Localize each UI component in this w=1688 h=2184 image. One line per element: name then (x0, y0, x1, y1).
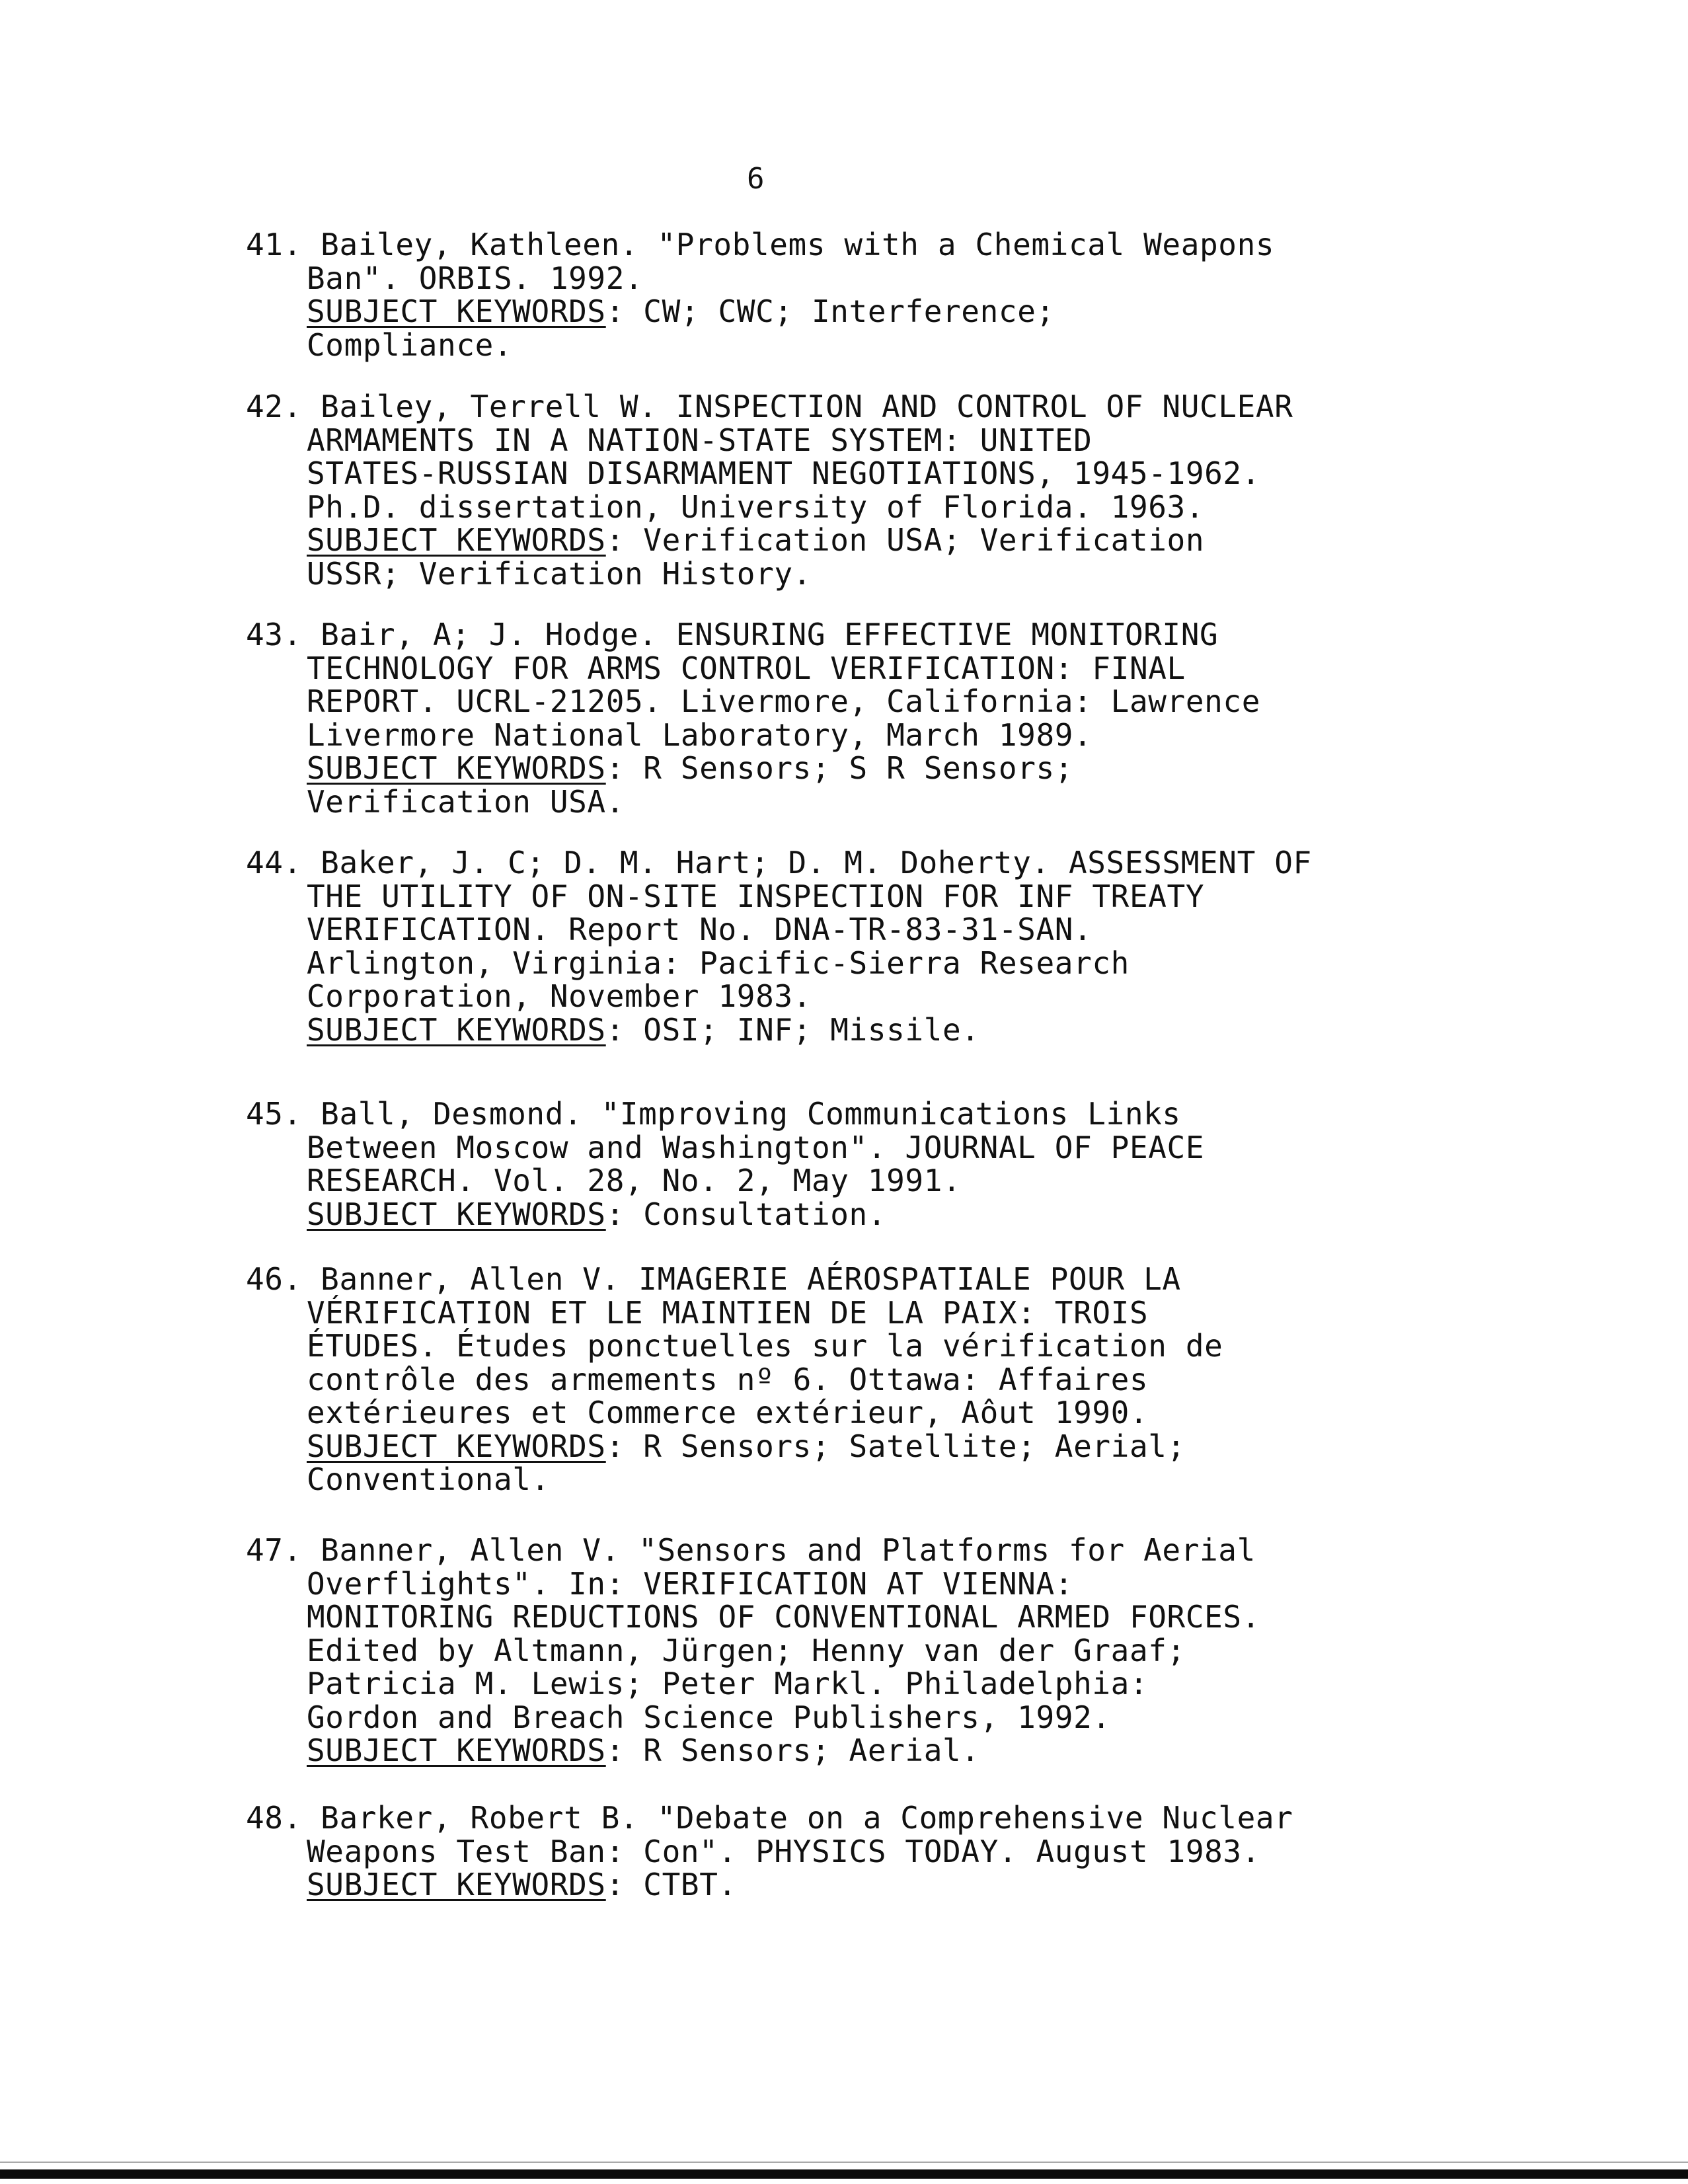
entry-line: ARMAMENTS IN A NATION-STATE SYSTEM: UNITED (307, 422, 1093, 458)
entry-line: extérieures et Commerce extérieur, Aôut 1990. (307, 1395, 1149, 1430)
subject-keywords-line (246, 1198, 1436, 1231)
subject-keywords-label: SUBJECT KEYWORDS (307, 522, 606, 558)
entry-line: VÉRIFICATION ET LE MAINTIEN DE LA PAIX: TROIS (307, 1294, 1149, 1331)
entry-first-line: 43. Bair, A; J. Hodge. ENSURING EFFECTIVE MONITORING (246, 617, 1219, 652)
entry-line: Ph.D. dissertation, University of Florida. 1963. (307, 488, 1205, 525)
entry-line: Weapons Test Ban: Con". PHYSICS TODAY. August 1983. (307, 1833, 1261, 1869)
subject-keywords-label: SUBJECT KEYWORDS (307, 1428, 606, 1464)
bibliography-entry (246, 390, 1436, 590)
bibliography-entry (246, 1534, 1436, 1768)
entry-first-line: 46. Banner, Allen V. IMAGERIE AÉROSPATIALE POUR LA (246, 1261, 1181, 1297)
subject-keywords-continued: USSR; Verification History. (307, 555, 812, 592)
entry-line: REPORT. UCRL-21205. Livermore, California: Lawrence (307, 683, 1261, 719)
subject-keywords-continued: Conventional. (307, 1462, 550, 1497)
subject-keywords-line (246, 1868, 1436, 1902)
subject-keywords-line (246, 295, 1436, 329)
entry-first-line: 47. Banner, Allen V. "Sensors and Platforms for Aerial (246, 1532, 1256, 1568)
subject-keywords-line (246, 524, 1436, 557)
entry-line: Livermore National Laboratory, March 1989. (307, 717, 1093, 753)
entry-line: Patricia M. Lewis; Peter Markl. Philadelphia: (307, 1666, 1149, 1701)
bibliography-entry (246, 1097, 1436, 1231)
subject-keywords-values: : Verification USA; Verification (605, 522, 1205, 558)
subject-keywords-label: SUBJECT KEYWORDS (307, 750, 606, 786)
entry-line: Gordon and Breach Science Publishers, 1992. (307, 1699, 1111, 1735)
entry-line: Arlington, Virginia: Pacific-Sierra Research (307, 945, 1130, 981)
entry-first-line: 42. Bailey, Terrell W. INSPECTION AND CONTROL OF NUCLEAR (246, 389, 1293, 424)
entry-line: Corporation, November 1983. (307, 978, 812, 1014)
entry-line: Overflights". In: VERIFICATION AT VIENNA: (307, 1565, 1074, 1602)
subject-keywords-line (246, 752, 1436, 785)
entry-first-line: 45. Ball, Desmond. "Improving Communications Links (246, 1096, 1181, 1132)
bibliography-entry (246, 846, 1436, 1046)
subject-keywords-label: SUBJECT KEYWORDS (307, 1011, 606, 1048)
subject-keywords-label: SUBJECT KEYWORDS (307, 1733, 606, 1768)
entry-line: TECHNOLOGY FOR ARMS CONTROL VERIFICATION: FINAL (307, 650, 1186, 686)
bibliography-entry (246, 1801, 1436, 1902)
subject-keywords-values: : R Sensors; Satellite; Aerial; (605, 1428, 1186, 1464)
page-number: 6 (747, 162, 765, 196)
entry-line: Between Moscow and Washington". JOURNAL OF PEACE (307, 1129, 1205, 1165)
entry-line: Edited by Altmann, Jürgen; Henny van der Graaf; (307, 1632, 1186, 1668)
entry-line: VERIFICATION. Report No. DNA-TR-83-31-SAN. (307, 912, 1093, 947)
entry-line: Ban". ORBIS. 1992. (307, 260, 644, 296)
scan-edge-line (0, 2162, 1688, 2163)
bibliography-entry (246, 618, 1436, 818)
subject-keywords-values: : Consultation. (605, 1196, 887, 1232)
subject-keywords-values: : CW; CWC; Interference; (605, 293, 1055, 329)
subject-keywords-label: SUBJECT KEYWORDS (307, 1196, 606, 1232)
page-bottom-border (0, 2169, 1688, 2179)
entry-line: contrôle des armements nº 6. Ottawa: Affaires (307, 1361, 1149, 1397)
subject-keywords-continued: Compliance. (307, 327, 513, 363)
subject-keywords-values: : R Sensors; Aerial. (605, 1733, 980, 1768)
subject-keywords-line (246, 1013, 1436, 1047)
subject-keywords-label: SUBJECT KEYWORDS (307, 293, 606, 329)
subject-keywords-continued: Verification USA. (307, 783, 625, 820)
bibliography-entry (246, 1263, 1436, 1497)
entry-line: STATES-RUSSIAN DISARMAMENT NEGOTIATIONS, 1945-1962. (307, 455, 1261, 491)
entry-first-line: 44. Baker, J. C; D. M. Hart; D. M. Doherty. ASSESSMENT OF (246, 845, 1312, 880)
entry-line: ÉTUDES. Études ponctuelles sur la vérification de (307, 1328, 1223, 1364)
subject-keywords-line (246, 1430, 1436, 1463)
entry-line: MONITORING REDUCTIONS OF CONVENTIONAL ARMED FORCES. (307, 1599, 1261, 1635)
entry-first-line: 48. Barker, Robert B. "Debate on a Comprehensive Nuclear (246, 1800, 1293, 1836)
subject-keywords-values: : OSI; INF; Missile. (605, 1011, 980, 1048)
bibliography-entry (246, 228, 1436, 362)
subject-keywords-label: SUBJECT KEYWORDS (307, 1867, 606, 1902)
subject-keywords-values: : CTBT. (605, 1867, 737, 1902)
entry-line: RESEARCH. Vol. 28, No. 2, May 1991. (307, 1163, 962, 1198)
subject-keywords-line (246, 1734, 1436, 1768)
subject-keywords-values: : R Sensors; S R Sensors; (605, 750, 1074, 786)
entry-line: THE UTILITY OF ON-SITE INSPECTION FOR INF TREATY (307, 878, 1205, 914)
entry-first-line: 41. Bailey, Kathleen. "Problems with a Chemical Weapons (246, 227, 1275, 262)
